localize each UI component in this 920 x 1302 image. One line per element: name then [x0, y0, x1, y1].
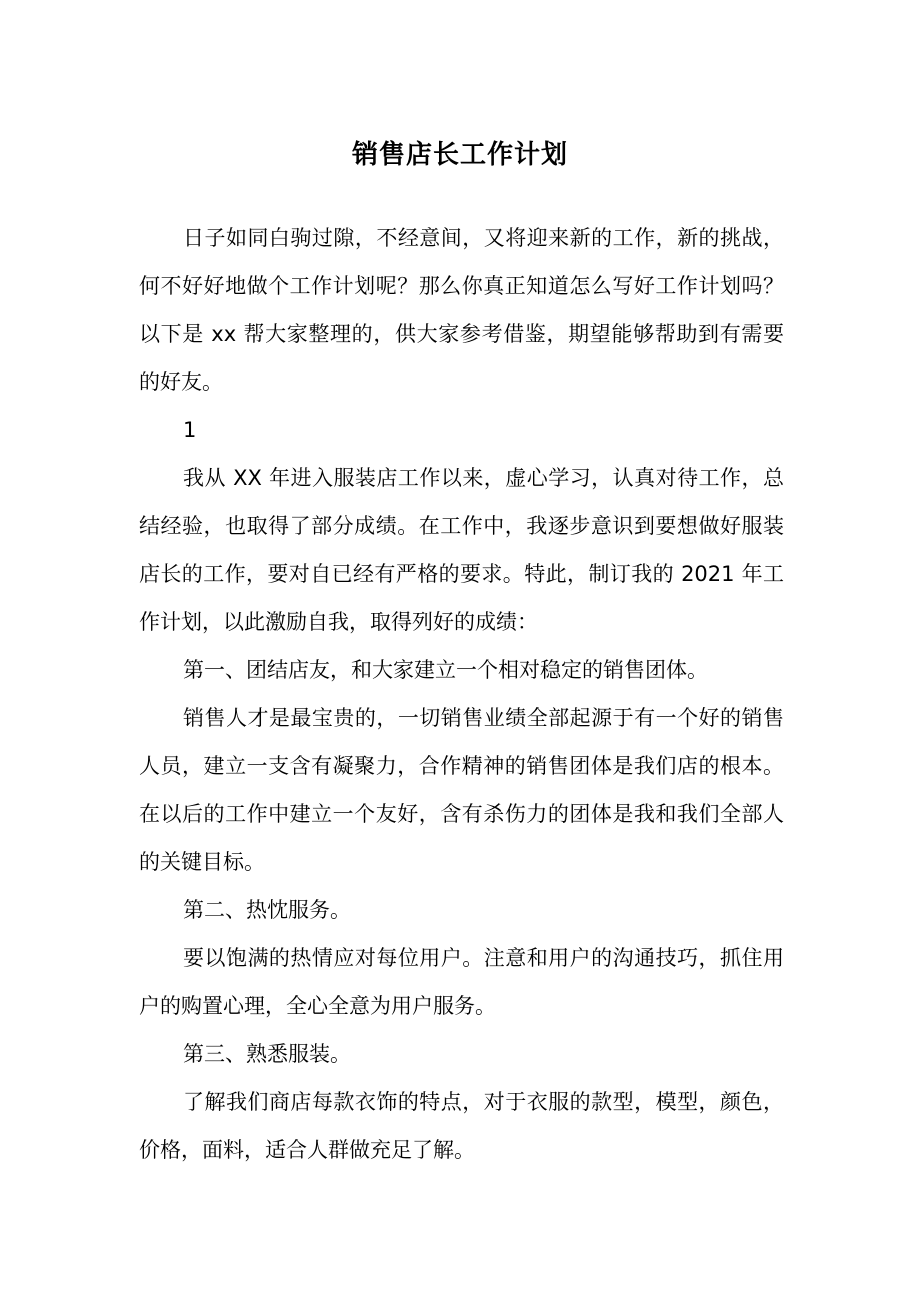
section-heading-team: 第一、团结店友，和大家建立一个相对稳定的销售团体。 — [183, 658, 708, 682]
paragraph-clothing: 了解我们商店每款衣饰的特点，对于衣服的款型，模型，颜色，价格，面料，适合人群做充足了解。 — [139, 1090, 784, 1162]
paragraph-intro: 日子如同白驹过隙，不经意间，又将迎来新的工作，新的挑战，何不好好地做个工作计划呢？那么你真正知道怎么写好工作计划吗？以下是 xx 帮大家整理的，供大家参考借鉴，期望能够帮助到有需要的好友。 — [139, 226, 784, 394]
paragraph-team: 销售人才是最宝贵的，一切销售业绩全部起源于有一个好的销售人员，建立一支含有凝聚力，合作精神的销售团体是我们店的根本。在以后的工作中建立一个友好，含有杀伤力的团体是我和我们全部人的关键目标。 — [139, 706, 784, 874]
paragraph-background: 我从 XX 年进入服装店工作以来，虚心学习，认真对待工作，总结经验，也取得了部分成绩。在工作中，我逐步意识到要想做好服装店长的工作，要对自已经有严格的要求。特此，制订我的 2021 年工作计划，以此激励自我，取得列好的成绩： — [139, 466, 784, 634]
document-title: 销售店长工作计划 — [351, 140, 568, 171]
section-heading-clothing: 第三、熟悉服装。 — [183, 1042, 351, 1066]
section-heading-service: 第二、热忱服务。 — [183, 898, 351, 922]
document-body — [139, 214, 784, 1174]
paragraph-service: 要以饱满的热情应对每位用户。注意和用户的沟通技巧，抓住用户的购置心理，全心全意为用户服务。 — [139, 946, 784, 1018]
paragraph-number: 1 — [183, 418, 197, 442]
